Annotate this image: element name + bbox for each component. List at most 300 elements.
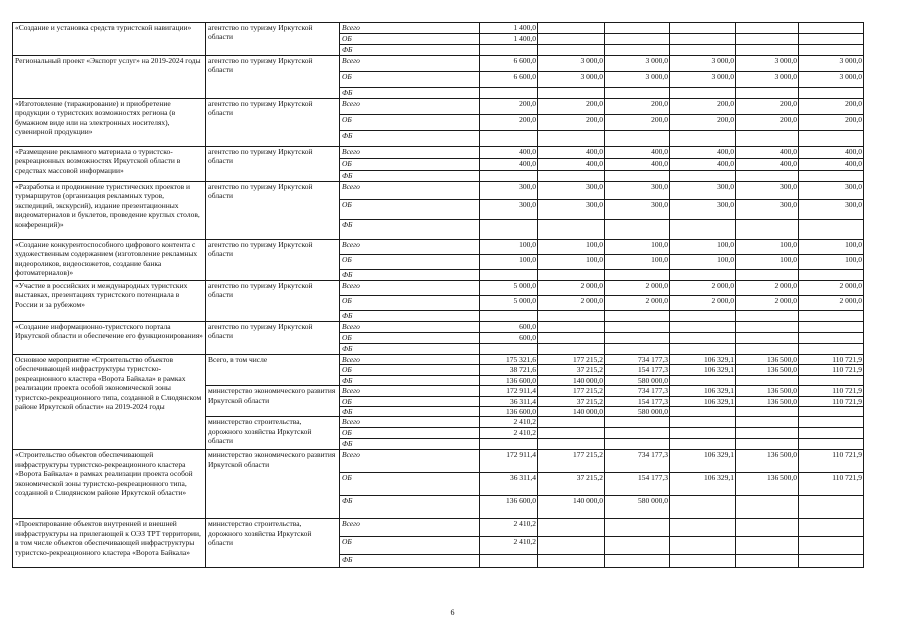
amount-cell <box>670 220 736 240</box>
amount-cell <box>538 333 605 344</box>
amount-cell: 3 000,0 <box>538 56 605 72</box>
amount-cell: 100,0 <box>605 240 670 255</box>
amount-cell: 300,0 <box>538 200 605 220</box>
table-row <box>13 99 864 115</box>
amount-cell: 36 311,4 <box>480 473 538 496</box>
amount-cell <box>605 417 670 428</box>
amount-cell: 580 000,0 <box>605 407 670 417</box>
executor-cell: агентство по туризму Иркутской области <box>206 23 340 56</box>
amount-cell <box>799 23 864 34</box>
amount-cell: 200,0 <box>670 115 736 131</box>
amount-cell <box>538 131 605 147</box>
source-cell: ФБ <box>340 45 480 56</box>
amount-cell <box>605 344 670 355</box>
amount-cell: 37 215,2 <box>538 473 605 496</box>
amount-cell: 200,0 <box>538 99 605 115</box>
amount-cell: 37 215,2 <box>538 365 605 375</box>
event-name-cell: «Создание и установка средств туристской навигации» <box>13 23 206 56</box>
amount-cell <box>480 88 538 99</box>
amount-cell <box>605 45 670 56</box>
amount-cell: 2 000,0 <box>736 296 799 311</box>
event-name-cell: «Проектирование объектов внутренней и внешней инфраструктуры на прилегающей к ОЭЗ ТРТ территории, в том числе объектов обеспечивающей инфраструктуры туристско-рекреационного кластера «Ворота Байкала» <box>13 519 206 568</box>
amount-cell <box>799 519 864 537</box>
amount-cell <box>670 45 736 56</box>
amount-cell: 200,0 <box>480 99 538 115</box>
amount-cell <box>736 344 799 355</box>
amount-cell <box>670 34 736 45</box>
amount-cell <box>670 519 736 537</box>
source-cell: ФБ <box>340 88 480 99</box>
amount-cell: 200,0 <box>538 115 605 131</box>
amount-cell: 5 000,0 <box>480 296 538 311</box>
table-row <box>13 23 864 34</box>
source-cell: ФБ <box>340 496 480 519</box>
amount-cell: 140 000,0 <box>538 407 605 417</box>
amount-cell: 175 321,6 <box>480 355 538 365</box>
amount-cell <box>736 171 799 182</box>
amount-cell <box>605 88 670 99</box>
table-row <box>13 240 864 255</box>
amount-cell <box>605 171 670 182</box>
amount-cell: 200,0 <box>736 99 799 115</box>
amount-cell: 400,0 <box>799 159 864 171</box>
amount-cell <box>538 537 605 555</box>
amount-cell <box>670 322 736 333</box>
source-cell: ФБ <box>340 270 480 281</box>
table-row <box>13 281 864 296</box>
amount-cell: 100,0 <box>670 240 736 255</box>
amount-cell: 177 215,2 <box>538 386 605 396</box>
source-cell: ФБ <box>340 344 480 355</box>
amount-cell <box>799 417 864 428</box>
amount-cell: 200,0 <box>736 115 799 131</box>
amount-cell <box>736 322 799 333</box>
source-cell: ОБ <box>340 255 480 270</box>
source-cell: Всего <box>340 56 480 72</box>
event-name-cell: Региональный проект «Экспорт услуг» на 2019-2024 годы <box>13 56 206 99</box>
main-event-name-cell: Основное мероприятие «Строительство объектов обеспечивающей инфраструктуры туристско-рекреационного кластера «Ворота Байкала» в рамках реализации проекта особой экономической зоны туристско-рекреационного типа, созданной в Слюдянском районе Иркутской области» на 2019-2024 годы <box>13 355 206 450</box>
amount-cell: 100,0 <box>670 255 736 270</box>
amount-cell <box>538 322 605 333</box>
amount-cell: 110 721,9 <box>799 396 864 406</box>
amount-cell: 3 000,0 <box>538 72 605 88</box>
amount-cell: 400,0 <box>538 147 605 159</box>
amount-cell: 100,0 <box>480 240 538 255</box>
amount-cell <box>605 537 670 555</box>
amount-cell: 400,0 <box>605 147 670 159</box>
amount-cell <box>799 45 864 56</box>
amount-cell: 36 311,4 <box>480 396 538 406</box>
amount-cell <box>736 417 799 428</box>
amount-cell: 136 500,0 <box>736 365 799 375</box>
source-cell: ОБ <box>340 428 480 439</box>
amount-cell: 172 911,4 <box>480 386 538 396</box>
amount-cell: 110 721,9 <box>799 365 864 375</box>
amount-cell <box>538 439 605 450</box>
amount-cell <box>605 311 670 322</box>
amount-cell <box>736 439 799 450</box>
amount-cell: 3 000,0 <box>799 72 864 88</box>
amount-cell <box>605 270 670 281</box>
amount-cell: 110 721,9 <box>799 386 864 396</box>
amount-cell: 2 000,0 <box>799 281 864 296</box>
source-cell: ОБ <box>340 159 480 171</box>
amount-cell: 200,0 <box>605 99 670 115</box>
source-cell: Всего <box>340 281 480 296</box>
amount-cell <box>670 428 736 439</box>
amount-cell <box>538 270 605 281</box>
amount-cell <box>670 23 736 34</box>
amount-cell <box>670 311 736 322</box>
amount-cell <box>736 496 799 519</box>
amount-cell <box>480 220 538 240</box>
amount-cell: 100,0 <box>736 240 799 255</box>
source-cell: ФБ <box>340 375 480 385</box>
source-cell: Всего <box>340 450 480 473</box>
source-cell: Всего <box>340 23 480 34</box>
amount-cell <box>605 131 670 147</box>
amount-cell <box>670 171 736 182</box>
amount-cell: 100,0 <box>538 255 605 270</box>
amount-cell <box>538 417 605 428</box>
amount-cell: 140 000,0 <box>538 496 605 519</box>
amount-cell: 106 329,1 <box>670 355 736 365</box>
amount-cell <box>799 496 864 519</box>
amount-cell: 110 721,9 <box>799 473 864 496</box>
event-name-cell: «Разработка и продвижение туристических проектов и турмаршрутов (организация рекламных туров, экспедиций, экскурсий), издание презентационных видеоматериалов и буклетов, проведение круглых столов, конференций)» <box>13 182 206 240</box>
amount-cell: 300,0 <box>799 200 864 220</box>
amount-cell <box>670 270 736 281</box>
amount-cell: 400,0 <box>538 159 605 171</box>
amount-cell <box>799 333 864 344</box>
amount-cell: 300,0 <box>736 182 799 200</box>
amount-cell <box>736 333 799 344</box>
amount-cell: 100,0 <box>799 255 864 270</box>
amount-cell <box>538 171 605 182</box>
amount-cell: 106 329,1 <box>670 473 736 496</box>
amount-cell <box>799 555 864 568</box>
amount-cell: 734 177,3 <box>605 355 670 365</box>
amount-cell <box>736 555 799 568</box>
table-row <box>13 56 864 72</box>
amount-cell: 300,0 <box>538 182 605 200</box>
executor-cell: министерство экономического развития Иркутской области <box>206 450 340 519</box>
amount-cell: 136 500,0 <box>736 473 799 496</box>
amount-cell <box>799 428 864 439</box>
amount-cell: 300,0 <box>670 182 736 200</box>
amount-cell <box>670 407 736 417</box>
amount-cell <box>605 555 670 568</box>
amount-cell: 2 410,2 <box>480 537 538 555</box>
source-cell: Всего <box>340 386 480 396</box>
amount-cell <box>538 519 605 537</box>
amount-cell <box>799 131 864 147</box>
amount-cell: 600,0 <box>480 322 538 333</box>
amount-cell: 136 500,0 <box>736 450 799 473</box>
amount-cell: 734 177,3 <box>605 450 670 473</box>
amount-cell: 1 400,0 <box>480 34 538 45</box>
amount-cell <box>605 519 670 537</box>
executor-cell: агентство по туризму Иркутской области <box>206 56 340 99</box>
amount-cell: 2 000,0 <box>538 281 605 296</box>
amount-cell: 400,0 <box>736 147 799 159</box>
source-cell: ОБ <box>340 365 480 375</box>
amount-cell: 140 000,0 <box>538 375 605 385</box>
executor-cell: агентство по туризму Иркутской области <box>206 281 340 322</box>
amount-cell: 172 911,4 <box>480 450 538 473</box>
source-cell: Всего <box>340 182 480 200</box>
event-name-cell: «Изготовление (тиражирование) и приобретение продукции о туристских возможностях региона (в бумажном виде или на электронных носителях), сувенирной продукции» <box>13 99 206 147</box>
amount-cell <box>538 428 605 439</box>
amount-cell: 100,0 <box>605 255 670 270</box>
amount-cell <box>538 344 605 355</box>
amount-cell: 300,0 <box>480 200 538 220</box>
executor-cell: агентство по туризму Иркутской области <box>206 322 340 355</box>
source-cell: ОБ <box>340 296 480 311</box>
table-row <box>13 182 864 200</box>
amount-cell <box>480 555 538 568</box>
amount-cell <box>538 555 605 568</box>
amount-cell <box>670 131 736 147</box>
amount-cell: 6 600,0 <box>480 56 538 72</box>
amount-cell: 734 177,3 <box>605 386 670 396</box>
amount-cell <box>605 428 670 439</box>
amount-cell: 106 329,1 <box>670 396 736 406</box>
amount-cell: 400,0 <box>605 159 670 171</box>
source-cell: Всего <box>340 322 480 333</box>
amount-cell: 3 000,0 <box>605 56 670 72</box>
executor-cell: министерство экономического развития Иркутской области <box>206 386 340 417</box>
amount-cell <box>670 439 736 450</box>
amount-cell: 6 600,0 <box>480 72 538 88</box>
amount-cell: 136 600,0 <box>480 375 538 385</box>
amount-cell: 154 177,3 <box>605 396 670 406</box>
amount-cell: 300,0 <box>605 200 670 220</box>
amount-cell: 580 000,0 <box>605 496 670 519</box>
amount-cell <box>799 270 864 281</box>
source-cell: Всего <box>340 417 480 428</box>
amount-cell: 136 600,0 <box>480 407 538 417</box>
amount-cell: 100,0 <box>799 240 864 255</box>
amount-cell <box>538 23 605 34</box>
amount-cell: 1 400,0 <box>480 23 538 34</box>
amount-cell: 100,0 <box>480 255 538 270</box>
amount-cell: 400,0 <box>670 147 736 159</box>
table-row <box>13 147 864 159</box>
amount-cell: 2 000,0 <box>736 281 799 296</box>
event-name-cell: «Участие в российских и международных туристских выставках, презентациях туристского потенциала в России и за рубежом» <box>13 281 206 322</box>
amount-cell <box>538 311 605 322</box>
amount-cell: 3 000,0 <box>605 72 670 88</box>
amount-cell <box>538 45 605 56</box>
source-cell: ФБ <box>340 220 480 240</box>
amount-cell <box>736 270 799 281</box>
event-name-cell: «Создание информационно-туристского портала Иркутской области и обеспечение его функционирования» <box>13 322 206 355</box>
source-cell: Всего <box>340 99 480 115</box>
amount-cell: 200,0 <box>799 99 864 115</box>
amount-cell: 154 177,3 <box>605 473 670 496</box>
source-cell: ОБ <box>340 537 480 555</box>
amount-cell: 110 721,9 <box>799 450 864 473</box>
amount-cell <box>736 407 799 417</box>
amount-cell <box>670 344 736 355</box>
amount-cell: 37 215,2 <box>538 396 605 406</box>
amount-cell <box>480 45 538 56</box>
amount-cell: 300,0 <box>799 182 864 200</box>
amount-cell <box>736 311 799 322</box>
source-cell: ОБ <box>340 200 480 220</box>
amount-cell: 2 000,0 <box>605 281 670 296</box>
amount-cell: 2 000,0 <box>670 296 736 311</box>
amount-cell <box>799 322 864 333</box>
amount-cell <box>799 407 864 417</box>
event-name-cell: «Размещение рекламного материала о туристско-рекреационных возможностях Иркутской области в средствах массовой информации» <box>13 147 206 182</box>
amount-cell: 3 000,0 <box>736 72 799 88</box>
amount-cell: 580 000,0 <box>605 375 670 385</box>
amount-cell: 3 000,0 <box>670 72 736 88</box>
amount-cell: 200,0 <box>480 115 538 131</box>
amount-cell: 136 500,0 <box>736 386 799 396</box>
amount-cell: 2 000,0 <box>538 296 605 311</box>
amount-cell <box>736 88 799 99</box>
amount-cell: 5 000,0 <box>480 281 538 296</box>
amount-cell: 400,0 <box>670 159 736 171</box>
table-row <box>13 450 864 473</box>
executor-cell: агентство по туризму Иркутской области <box>206 182 340 240</box>
source-cell: Всего <box>340 355 480 365</box>
amount-cell: 200,0 <box>670 99 736 115</box>
amount-cell: 100,0 <box>736 255 799 270</box>
amount-cell <box>670 333 736 344</box>
amount-cell <box>799 311 864 322</box>
source-cell: ОБ <box>340 34 480 45</box>
amount-cell <box>670 417 736 428</box>
amount-cell <box>538 220 605 240</box>
executor-cell: агентство по туризму Иркутской области <box>206 240 340 281</box>
source-cell: ФБ <box>340 131 480 147</box>
amount-cell <box>736 34 799 45</box>
executor-cell: министерство строительства, дорожного хозяйства Иркутской области <box>206 417 340 450</box>
amount-cell: 38 721,6 <box>480 365 538 375</box>
amount-cell: 300,0 <box>670 200 736 220</box>
amount-cell <box>736 428 799 439</box>
amount-cell <box>480 171 538 182</box>
amount-cell: 2 410,2 <box>480 417 538 428</box>
budget-table <box>12 22 864 568</box>
table-row <box>13 322 864 333</box>
source-cell: ФБ <box>340 407 480 417</box>
source-cell: Всего <box>340 240 480 255</box>
event-name-cell: «Создание конкурентоспособного цифрового контента с художественным содержанием (изготовление рекламных видеороликов, видеосюжетов, создание банка фотоматериалов)» <box>13 240 206 281</box>
executor-cell: министерство строительства, дорожного хозяйства Иркутской области <box>206 519 340 568</box>
amount-cell <box>605 23 670 34</box>
amount-cell: 2 410,2 <box>480 428 538 439</box>
amount-cell <box>605 34 670 45</box>
amount-cell <box>605 333 670 344</box>
executor-cell: Всего, в том числе <box>206 355 340 386</box>
amount-cell <box>480 439 538 450</box>
amount-cell: 300,0 <box>605 182 670 200</box>
amount-cell: 400,0 <box>480 159 538 171</box>
amount-cell <box>736 45 799 56</box>
executor-cell: агентство по туризму Иркутской области <box>206 147 340 182</box>
amount-cell <box>670 88 736 99</box>
amount-cell <box>605 439 670 450</box>
amount-cell <box>670 496 736 519</box>
amount-cell: 600,0 <box>480 333 538 344</box>
amount-cell: 2 410,2 <box>480 519 538 537</box>
source-cell: ФБ <box>340 555 480 568</box>
source-cell: ОБ <box>340 72 480 88</box>
amount-cell <box>799 375 864 385</box>
amount-cell <box>736 519 799 537</box>
amount-cell <box>736 131 799 147</box>
amount-cell: 106 329,1 <box>670 450 736 473</box>
amount-cell <box>480 311 538 322</box>
amount-cell: 110 721,9 <box>799 355 864 365</box>
amount-cell <box>736 537 799 555</box>
amount-cell <box>799 171 864 182</box>
amount-cell: 136 500,0 <box>736 396 799 406</box>
amount-cell <box>799 220 864 240</box>
amount-cell <box>538 34 605 45</box>
amount-cell: 2 000,0 <box>670 281 736 296</box>
amount-cell <box>605 220 670 240</box>
amount-cell: 3 000,0 <box>799 56 864 72</box>
amount-cell <box>480 344 538 355</box>
amount-cell: 200,0 <box>799 115 864 131</box>
amount-cell <box>670 375 736 385</box>
amount-cell: 136 500,0 <box>736 355 799 365</box>
amount-cell: 106 329,1 <box>670 365 736 375</box>
source-cell: Всего <box>340 519 480 537</box>
amount-cell: 177 215,2 <box>538 450 605 473</box>
amount-cell: 300,0 <box>736 200 799 220</box>
amount-cell <box>736 375 799 385</box>
amount-cell <box>799 88 864 99</box>
table-row <box>13 355 864 365</box>
amount-cell: 154 177,3 <box>605 365 670 375</box>
amount-cell <box>480 131 538 147</box>
source-cell: Всего <box>340 147 480 159</box>
amount-cell: 300,0 <box>480 182 538 200</box>
amount-cell: 136 600,0 <box>480 496 538 519</box>
amount-cell <box>480 270 538 281</box>
amount-cell <box>605 322 670 333</box>
amount-cell <box>799 344 864 355</box>
event-name-cell: «Строительство объектов обеспечивающей инфраструктуры туристско-рекреационного кластера «Ворота Байкала» в рамках реализации проекта особой экономической зоны туристско-рекреационного типа, созданной в Слюдянском районе Иркутской области» <box>13 450 206 519</box>
amount-cell: 106 329,1 <box>670 386 736 396</box>
amount-cell: 200,0 <box>605 115 670 131</box>
source-cell: ФБ <box>340 171 480 182</box>
amount-cell: 2 000,0 <box>605 296 670 311</box>
amount-cell <box>670 555 736 568</box>
amount-cell: 3 000,0 <box>736 56 799 72</box>
amount-cell <box>799 34 864 45</box>
amount-cell <box>538 88 605 99</box>
amount-cell: 100,0 <box>538 240 605 255</box>
amount-cell <box>670 537 736 555</box>
amount-cell <box>736 220 799 240</box>
source-cell: ФБ <box>340 311 480 322</box>
amount-cell: 177 215,2 <box>538 355 605 365</box>
amount-cell: 400,0 <box>736 159 799 171</box>
page-number: 6 <box>450 608 455 617</box>
amount-cell <box>799 537 864 555</box>
amount-cell: 400,0 <box>799 147 864 159</box>
source-cell: ОБ <box>340 115 480 131</box>
source-cell: ОБ <box>340 473 480 496</box>
